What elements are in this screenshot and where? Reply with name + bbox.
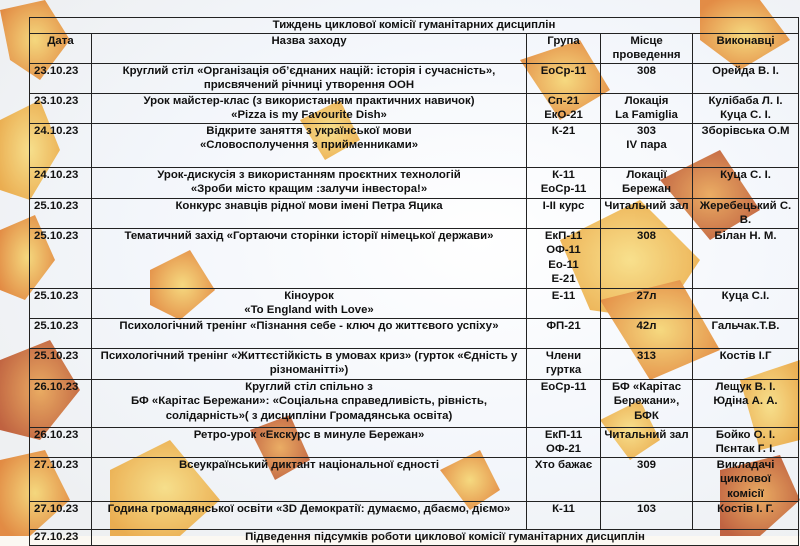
table-row	[30, 93, 799, 123]
row-performers: Костів І.Г	[693, 348, 799, 379]
row-event: Ретро-урок «Екскурс в минуле Бережан»	[92, 427, 527, 457]
header-date: Дата	[30, 33, 92, 63]
row-event: Година громадянської освіти «3D Демократії: думаємо, дбаємо, діємо»	[92, 502, 527, 530]
row-place: 309	[601, 457, 693, 502]
row-group: Хто бажає	[527, 457, 601, 502]
row-performers: Гальчак.Т.В.	[693, 318, 799, 348]
row-place: 303 IV пара	[601, 123, 693, 167]
row-group: ЕкП-11 ОФ-11 Ео-11 Е-21	[527, 228, 601, 288]
row-date: 24.10.23	[30, 123, 92, 167]
table-row	[30, 167, 799, 198]
row-group: ЕоСр-11	[527, 63, 601, 93]
row-date: 26.10.23	[30, 379, 92, 427]
header-performers: Виконавці	[693, 33, 799, 63]
row-place: Локації Бережан	[601, 167, 693, 198]
row-place: БФ «Карітас Бережани», БФК	[601, 379, 693, 427]
table-title: Тиждень циклової комісії гуманітарних дисциплін	[30, 18, 799, 34]
table-row	[30, 348, 799, 379]
row-event: Відкрите заняття з української мови «Словосполучення з прийменниками»	[92, 123, 527, 167]
row-performers: Зборівська О.М	[693, 123, 799, 167]
row-group: I-II курс	[527, 198, 601, 228]
table-row	[30, 63, 799, 93]
row-event: Круглий стіл спільно з БФ «Карітас Бережани»: «Соціальна справедливість, рівність, солідарність»( з дисципліни Громадянська освіта)	[92, 379, 527, 427]
table-row	[30, 228, 799, 288]
table-row	[30, 288, 799, 318]
row-group: Члени гуртка	[527, 348, 601, 379]
row-performers: Викладачі циклової комісії	[693, 457, 799, 502]
row-group: К-11 ЕоСр-11	[527, 167, 601, 198]
row-date: 25.10.23	[30, 348, 92, 379]
header-group: Група	[527, 33, 601, 63]
table-row	[30, 502, 799, 530]
row-group: Сп-21 ЕкО-21	[527, 93, 601, 123]
row-place: 313	[601, 348, 693, 379]
row-performers: Куца С.І.	[693, 288, 799, 318]
row-performers: Куца С. І.	[693, 167, 799, 198]
row-performers: Лещук В. І. Юдіна А. А.	[693, 379, 799, 427]
summary-date: 27.10.23	[30, 530, 92, 546]
row-place: 308	[601, 63, 693, 93]
row-date: 25.10.23	[30, 318, 92, 348]
events-table	[29, 17, 799, 546]
row-event: Кіноурок «To England with Love»	[92, 288, 527, 318]
table-row	[30, 457, 799, 502]
row-event: Конкурс знавців рідної мови імені Петра Яцика	[92, 198, 527, 228]
row-date: 23.10.23	[30, 93, 92, 123]
table-row	[30, 379, 799, 427]
row-group: ФП-21	[527, 318, 601, 348]
row-event: Урок майстер-клас (з використанням практичних навичок) «Pizza is my Favourite Dish»	[92, 93, 527, 123]
row-performers: Жеребецький С. В.	[693, 198, 799, 228]
row-date: 25.10.23	[30, 198, 92, 228]
header-row	[30, 33, 799, 63]
row-performers: Білан Н. М.	[693, 228, 799, 288]
row-group: Е-11	[527, 288, 601, 318]
row-place: Читальний зал	[601, 427, 693, 457]
row-place: Локація La Famiglia	[601, 93, 693, 123]
row-performers: Орейда В. І.	[693, 63, 799, 93]
row-performers: Костів І. Г.	[693, 502, 799, 530]
row-place: 27л	[601, 288, 693, 318]
row-event: Всеукраїнський диктант національної єдності	[92, 457, 527, 502]
row-group: ЕоСр-11	[527, 379, 601, 427]
table-row	[30, 123, 799, 167]
row-date: 25.10.23	[30, 228, 92, 288]
table-row	[30, 427, 799, 457]
row-performers: Бойко О. І. Пєнтак Г. І.	[693, 427, 799, 457]
row-group: К-21	[527, 123, 601, 167]
table-row	[30, 198, 799, 228]
row-date: 24.10.23	[30, 167, 92, 198]
table-row	[30, 318, 799, 348]
summary-row	[30, 530, 799, 546]
summary-text: Підведення підсумків роботи циклової комісії гуманітарних дисциплін	[92, 530, 799, 546]
row-group: ЕкП-11 ОФ-21	[527, 427, 601, 457]
header-event: Назва заходу	[92, 33, 527, 63]
row-date: 27.10.23	[30, 457, 92, 502]
row-date: 23.10.23	[30, 63, 92, 93]
row-place: 308	[601, 228, 693, 288]
row-place: 42л	[601, 318, 693, 348]
row-event: Психологічний тренінг «Пізнання себе - ключ до життєвого успіху»	[92, 318, 527, 348]
row-event: Урок-дискусія з використанням проєктних технологій «Зроби місто кращим :залучи інвестора!»	[92, 167, 527, 198]
row-place: Читальний зал	[601, 198, 693, 228]
row-date: 25.10.23	[30, 288, 92, 318]
row-event: Круглий стіл «Організація об’єднаних націй: історія і сучасність», присвячений річниці утворення ООН	[92, 63, 527, 93]
row-performers: Кулібаба Л. І. Куца С. І.	[693, 93, 799, 123]
row-date: 26.10.23	[30, 427, 92, 457]
row-event: Психологічний тренінг «Життєстійкість в умовах криз» (гурток «Єдність у різноманітті»)	[92, 348, 527, 379]
header-place: Місце проведення	[601, 33, 693, 63]
row-place: 103	[601, 502, 693, 530]
row-event: Тематичний захід «Гортаючи сторінки історії німецької держави»	[92, 228, 527, 288]
row-group: К-11	[527, 502, 601, 530]
row-date: 27.10.23	[30, 502, 92, 530]
